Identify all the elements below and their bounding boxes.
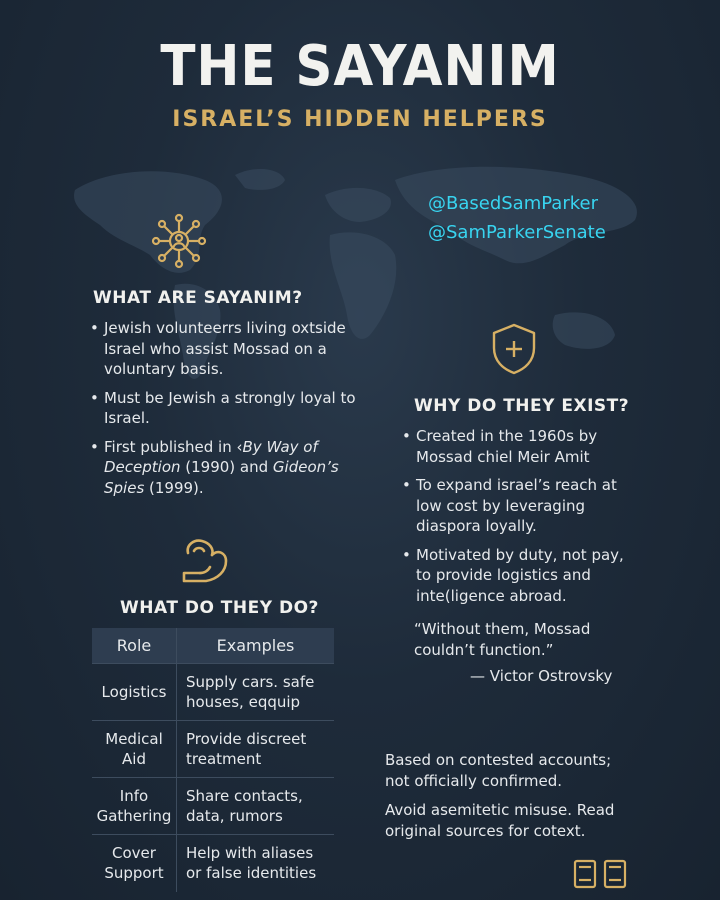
examples-cell: Help with aliases or false identities	[177, 835, 335, 892]
list-item: • Jewish volunteerrs living oxtside Israel who assist Mossad on a voluntary basis.	[90, 318, 360, 380]
published-prefix: First published in ‹	[104, 437, 243, 456]
list-item: • To expand israel’s reach at low cost by leveraging diaspora loyally.	[402, 475, 632, 537]
why-exist-heading: WHY DO THEY EXIST?	[414, 396, 630, 416]
why-exist-list	[402, 426, 632, 614]
book-title: Gideon’s Spies	[104, 458, 339, 497]
roles-table	[92, 628, 334, 892]
role-cell: Medical Aid	[92, 721, 177, 778]
disclaimer-text: Based on contested accounts; not officially confirmed.	[385, 751, 612, 790]
role-cell: Cover Support	[92, 835, 177, 892]
column-header-examples: Examples	[177, 628, 335, 664]
books-icon	[572, 858, 630, 890]
shield-plus-icon	[490, 322, 538, 376]
helping-hand-icon	[178, 535, 236, 589]
what-do-heading: WHAT DO THEY DO?	[120, 598, 319, 618]
table-row	[92, 835, 334, 892]
list-item: • Motivated by duty, not pay, to provide logistics and inte(ligence abroad.	[402, 545, 632, 607]
table-row	[92, 778, 334, 835]
table-row	[92, 664, 334, 721]
what-are-list	[90, 318, 360, 506]
page-title: THE SAYANIM	[160, 34, 560, 99]
list-item	[90, 437, 360, 499]
social-handle[interactable]: @BasedSamParker	[428, 193, 598, 214]
examples-cell: Provide discreet treatment	[177, 721, 335, 778]
social-handle[interactable]: @SamParkerSenate	[428, 222, 606, 243]
page-subtitle: ISRAEL’S HIDDEN HELPERS	[172, 107, 548, 132]
table-header	[92, 628, 334, 664]
role-cell: Logistics	[92, 664, 177, 721]
list-item: • Created in the 1960s by Mossad chiel Meir Amit	[402, 426, 632, 467]
quote-attribution: — Victor Ostrovsky	[470, 667, 613, 685]
published-mid: (1990) and	[180, 458, 273, 476]
column-header-role: Role	[92, 628, 177, 664]
network-people-icon	[150, 212, 208, 270]
published-suffix: (1999).	[144, 478, 204, 497]
table-row	[92, 721, 334, 778]
what-are-heading: WHAT ARE SAYANIM?	[93, 288, 303, 308]
role-cell: Info Gathering	[92, 778, 177, 835]
book-title: By Way of Deception	[104, 437, 318, 476]
examples-cell: Supply cars. safe houses, eqquip	[177, 664, 335, 721]
list-item: • Must be Jewish a strongly loyal to Israel.	[90, 388, 360, 429]
quote: “Without them, Mossad couldn’t function.”	[414, 620, 591, 659]
disclaimer-text: Avoid asemitetic misuse. Read original sources for cotext.	[385, 801, 615, 840]
examples-cell: Share contacts, data, rumors	[177, 778, 335, 835]
